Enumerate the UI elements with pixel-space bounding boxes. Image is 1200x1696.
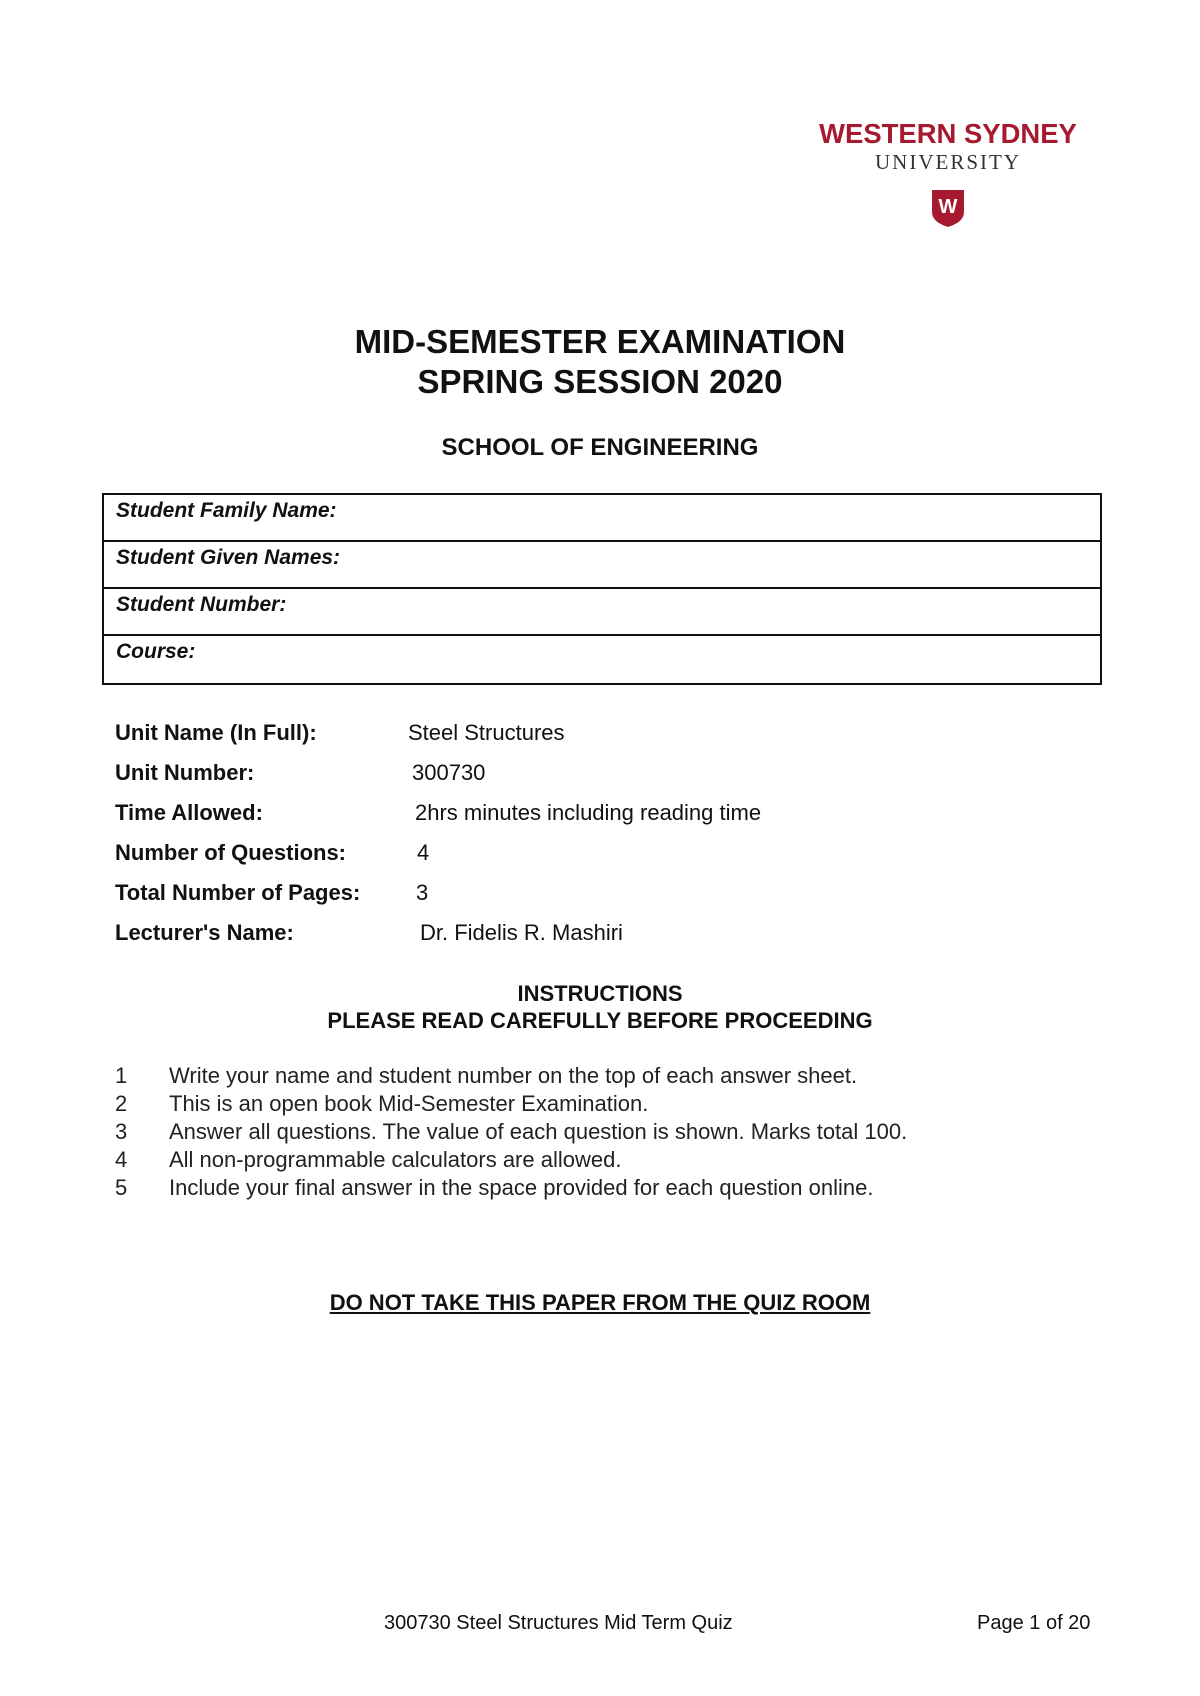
info-label: Time Allowed: — [115, 800, 263, 825]
info-value: Dr. Fidelis R. Mashiri — [420, 920, 623, 945]
shield-letter: W — [938, 196, 958, 218]
list-item-number: 4 — [115, 1147, 128, 1172]
instructions-heading: INSTRUCTIONS — [517, 981, 683, 1006]
student-details-table — [102, 493, 1102, 685]
info-label: Unit Name (In Full): — [115, 720, 317, 745]
list-item-text: Answer all questions. The value of each question is shown. Marks total 100. — [169, 1119, 908, 1144]
logo-subtitle: UNIVERSITY — [875, 150, 1021, 174]
list-item — [115, 1175, 1075, 1203]
list-item — [115, 1091, 1075, 1119]
list-item-text: All non-programmable calculators are allowed. — [169, 1147, 622, 1172]
info-row — [115, 920, 1015, 960]
student-given-names-field[interactable]: Student Given Names: — [104, 542, 1100, 589]
shield-icon — [931, 188, 965, 228]
list-item — [115, 1119, 1075, 1147]
exam-session: SPRING SESSION 2020 — [417, 363, 783, 400]
logo-title: WESTERN SYDNEY — [819, 118, 1077, 149]
info-row — [115, 840, 1015, 880]
list-item-text: Include your final answer in the space provided for each question online. — [169, 1175, 874, 1200]
list-item — [115, 1147, 1075, 1175]
list-item-number: 5 — [115, 1175, 128, 1200]
course-field[interactable]: Course: — [116, 640, 196, 663]
list-item-number: 2 — [115, 1091, 128, 1116]
warning-notice: DO NOT TAKE THIS PAPER FROM THE QUIZ ROOM — [329, 1290, 871, 1315]
school-name: SCHOOL OF ENGINEERING — [441, 434, 759, 461]
student-number-field[interactable]: Student Number: — [104, 589, 1100, 636]
info-row — [115, 760, 1015, 800]
info-row — [115, 800, 1015, 840]
instructions-subheading: PLEASE READ CAREFULLY BEFORE PROCEEDING — [327, 1008, 873, 1033]
exam-title: MID-SEMESTER EXAMINATION — [354, 323, 846, 360]
info-value: 300730 — [412, 760, 486, 785]
list-item-text: Write your name and student number on the top of each answer sheet. — [169, 1063, 858, 1088]
info-label: Lecturer's Name: — [115, 920, 294, 945]
university-logo — [808, 118, 1088, 233]
list-item — [115, 1063, 1075, 1091]
info-value: Steel Structures — [408, 720, 565, 745]
student-family-name-field[interactable]: Student Family Name: — [104, 495, 1100, 542]
unit-info — [115, 720, 1015, 960]
info-label: Total Number of Pages: — [115, 880, 361, 905]
list-item-number: 3 — [115, 1119, 128, 1144]
footer-title: 300730 Steel Structures Mid Term Quiz — [384, 1612, 733, 1634]
instructions-list — [115, 1063, 1075, 1203]
info-value: 2hrs minutes including reading time — [415, 800, 762, 825]
info-label: Unit Number: — [115, 760, 255, 785]
list-item-text: This is an open book Mid-Semester Examination. — [169, 1091, 649, 1116]
info-row — [115, 880, 1015, 920]
info-value: 4 — [417, 840, 430, 865]
info-row — [115, 720, 1015, 760]
info-label: Number of Questions: — [115, 840, 347, 865]
list-item-number: 1 — [115, 1063, 128, 1088]
page-number: Page 1 of 20 — [977, 1612, 1091, 1634]
info-value: 3 — [416, 880, 429, 905]
